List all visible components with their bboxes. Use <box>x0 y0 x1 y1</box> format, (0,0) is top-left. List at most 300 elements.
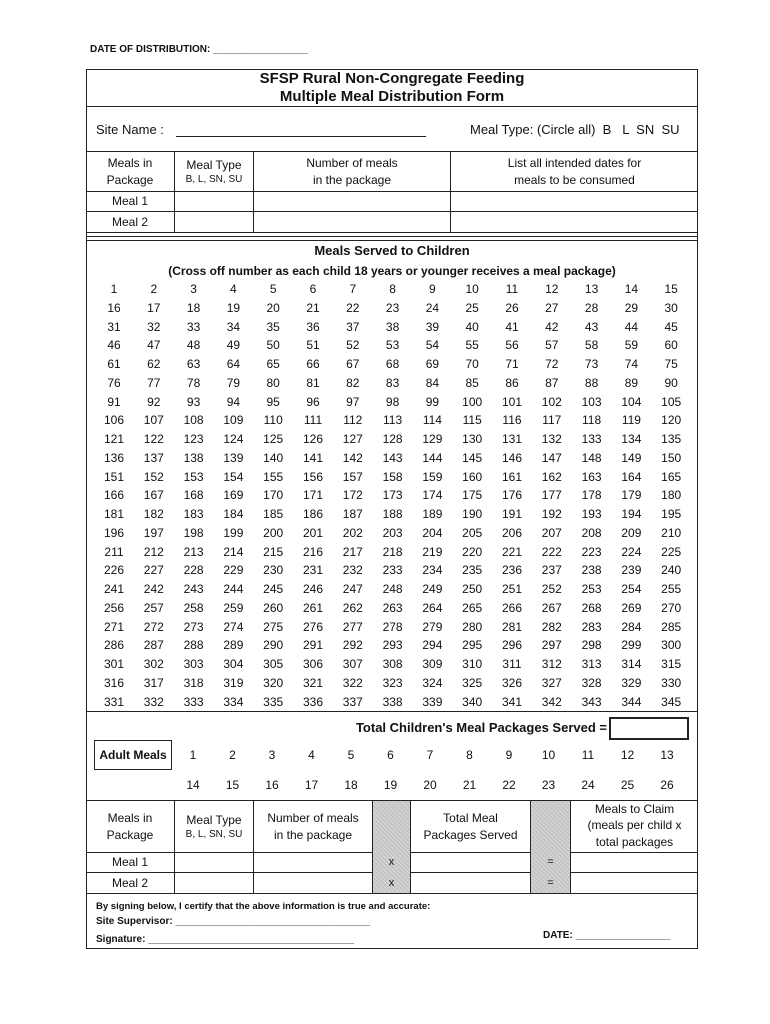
table2-meal2-total-input[interactable] <box>411 873 530 893</box>
child-number[interactable]: 15 <box>664 282 678 296</box>
child-number[interactable]: 343 <box>581 694 602 709</box>
adult-meal-number[interactable]: 5 <box>347 748 355 762</box>
child-number[interactable]: 192 <box>541 507 562 521</box>
child-number[interactable]: 147 <box>541 450 562 465</box>
child-number[interactable]: 206 <box>501 525 523 540</box>
adult-meal-number[interactable]: 18 <box>344 778 358 792</box>
child-number[interactable]: 94 <box>226 394 241 409</box>
child-number[interactable]: 177 <box>541 488 562 503</box>
child-number[interactable]: 149 <box>621 450 642 465</box>
child-number[interactable]: 270 <box>661 600 682 615</box>
child-number[interactable]: 178 <box>581 488 602 503</box>
child-number[interactable]: 326 <box>501 675 523 690</box>
child-number[interactable]: 316 <box>103 675 125 690</box>
child-number[interactable]: 344 <box>621 694 642 709</box>
child-number[interactable]: 215 <box>263 544 284 559</box>
child-number[interactable]: 225 <box>661 544 682 559</box>
child-number[interactable]: 13 <box>584 282 599 296</box>
child-number[interactable]: 141 <box>302 450 324 465</box>
child-number[interactable]: 298 <box>581 638 602 653</box>
adult-meal-number[interactable]: 24 <box>581 778 595 792</box>
child-number[interactable]: 181 <box>103 507 125 521</box>
child-number[interactable]: 104 <box>621 394 642 409</box>
child-number[interactable]: 47 <box>147 338 161 353</box>
child-number[interactable]: 299 <box>621 638 642 653</box>
table2-meal2-count-input[interactable] <box>254 873 372 893</box>
child-number[interactable]: 220 <box>462 544 483 559</box>
child-number[interactable]: 260 <box>263 600 284 615</box>
child-number[interactable]: 300 <box>661 638 682 653</box>
child-number[interactable]: 129 <box>422 432 443 446</box>
adult-meal-number[interactable]: 14 <box>186 778 200 792</box>
child-number[interactable]: 312 <box>541 657 562 671</box>
table2-meal1-total-input[interactable] <box>411 853 530 872</box>
child-number[interactable]: 154 <box>223 469 244 484</box>
child-number[interactable]: 303 <box>183 657 204 671</box>
adult-meal-number[interactable]: 19 <box>383 778 398 792</box>
child-number[interactable]: 332 <box>143 694 164 709</box>
child-number[interactable]: 171 <box>302 488 324 503</box>
adult-meal-number[interactable]: 4 <box>308 748 315 762</box>
child-number[interactable]: 307 <box>342 657 363 671</box>
child-number[interactable]: 3 <box>190 282 197 296</box>
table2-meal2-type-input[interactable] <box>175 873 253 893</box>
child-number[interactable]: 21 <box>306 300 320 315</box>
child-number[interactable]: 65 <box>266 357 280 371</box>
adult-meal-number[interactable]: 20 <box>423 778 437 792</box>
child-number[interactable]: 328 <box>581 675 602 690</box>
child-number[interactable]: 146 <box>501 450 523 465</box>
child-number[interactable]: 35 <box>266 319 280 334</box>
child-number[interactable]: 87 <box>545 375 559 390</box>
child-number[interactable]: 77 <box>147 375 161 390</box>
child-number[interactable]: 70 <box>465 357 479 371</box>
child-number[interactable]: 170 <box>263 488 284 503</box>
child-number[interactable]: 55 <box>465 338 479 353</box>
child-number[interactable]: 265 <box>462 600 483 615</box>
child-number[interactable]: 254 <box>621 582 642 596</box>
child-number[interactable]: 131 <box>501 432 523 446</box>
adult-meal-number[interactable]: 21 <box>462 778 477 792</box>
table1-meal2-type-input[interactable] <box>175 212 253 232</box>
child-number[interactable]: 7 <box>349 282 357 296</box>
child-number[interactable]: 27 <box>545 300 559 315</box>
child-number[interactable]: 38 <box>385 319 400 334</box>
child-number[interactable]: 189 <box>422 507 443 521</box>
adult-meal-number[interactable]: 7 <box>426 748 434 762</box>
child-number[interactable]: 169 <box>223 488 244 503</box>
child-number[interactable]: 23 <box>385 300 400 315</box>
child-number[interactable]: 293 <box>382 638 403 653</box>
child-number[interactable]: 273 <box>183 619 204 634</box>
child-number[interactable]: 277 <box>342 619 363 634</box>
adult-meal-number[interactable]: 6 <box>387 748 394 762</box>
child-number[interactable]: 123 <box>183 432 204 446</box>
child-number[interactable]: 327 <box>541 675 562 690</box>
child-number[interactable]: 231 <box>302 563 324 578</box>
child-number[interactable]: 191 <box>501 507 523 521</box>
child-number[interactable]: 114 <box>422 413 442 428</box>
table1-meal1-dates-input[interactable] <box>451 192 698 211</box>
child-number[interactable]: 175 <box>462 488 483 503</box>
child-number[interactable]: 49 <box>226 338 241 353</box>
child-number[interactable]: 152 <box>143 469 164 484</box>
child-number[interactable]: 52 <box>346 338 360 353</box>
child-number[interactable]: 151 <box>103 469 125 484</box>
child-number[interactable]: 193 <box>581 507 602 521</box>
child-number[interactable]: 228 <box>183 563 204 578</box>
child-number[interactable]: 6 <box>309 282 317 296</box>
child-number[interactable]: 50 <box>266 338 280 353</box>
child-number[interactable]: 212 <box>143 544 164 559</box>
child-number[interactable]: 127 <box>342 432 363 446</box>
child-number[interactable]: 105 <box>661 394 682 409</box>
child-number[interactable]: 284 <box>621 619 642 634</box>
child-number[interactable]: 263 <box>382 600 403 615</box>
adult-meal-number[interactable]: 11 <box>581 748 595 762</box>
child-number[interactable]: 46 <box>107 338 121 353</box>
child-number[interactable]: 136 <box>103 450 125 465</box>
child-number[interactable]: 282 <box>541 619 562 634</box>
child-number[interactable]: 117 <box>542 413 562 428</box>
adult-meal-number[interactable]: 25 <box>620 778 635 792</box>
child-number[interactable]: 166 <box>103 488 125 503</box>
adult-meal-number[interactable]: 22 <box>502 778 516 792</box>
child-number[interactable]: 278 <box>382 619 403 634</box>
child-number[interactable]: 279 <box>422 619 443 634</box>
child-number[interactable]: 339 <box>422 694 443 709</box>
child-number[interactable]: 165 <box>661 469 682 484</box>
child-number[interactable]: 247 <box>342 582 363 596</box>
child-number[interactable]: 58 <box>584 338 599 353</box>
site-name-field[interactable] <box>176 136 426 137</box>
child-number[interactable]: 227 <box>143 563 164 578</box>
child-number[interactable]: 75 <box>664 357 678 371</box>
child-number[interactable]: 306 <box>302 657 324 671</box>
child-number[interactable]: 264 <box>422 600 443 615</box>
child-number[interactable]: 262 <box>342 600 363 615</box>
meal-type-circle-options[interactable]: Meal Type: (Circle all) B L SN SU <box>470 122 680 137</box>
child-number[interactable]: 209 <box>621 525 642 540</box>
child-number[interactable]: 269 <box>621 600 642 615</box>
child-number[interactable]: 67 <box>346 357 360 371</box>
child-number[interactable]: 24 <box>425 300 440 315</box>
child-number[interactable]: 26 <box>505 300 519 315</box>
child-number[interactable]: 242 <box>143 582 164 596</box>
child-number[interactable]: 16 <box>107 300 121 315</box>
child-number[interactable]: 45 <box>664 319 678 334</box>
child-number[interactable]: 110 <box>263 413 283 428</box>
child-number[interactable]: 294 <box>422 638 443 653</box>
child-number[interactable]: 176 <box>501 488 523 503</box>
child-number[interactable]: 29 <box>624 300 639 315</box>
child-number[interactable]: 53 <box>385 338 400 353</box>
child-number[interactable]: 232 <box>342 563 363 578</box>
child-number[interactable]: 107 <box>143 413 164 428</box>
child-number[interactable]: 211 <box>104 544 124 559</box>
child-number[interactable]: 280 <box>462 619 483 634</box>
child-number[interactable]: 172 <box>342 488 363 503</box>
child-number[interactable]: 331 <box>103 694 125 709</box>
child-number[interactable]: 157 <box>342 469 363 484</box>
child-number[interactable]: 253 <box>581 582 602 596</box>
child-number[interactable]: 153 <box>183 469 204 484</box>
child-number[interactable]: 250 <box>462 582 483 596</box>
child-number[interactable]: 345 <box>661 694 682 709</box>
child-number[interactable]: 313 <box>581 657 602 671</box>
child-number[interactable]: 266 <box>501 600 523 615</box>
child-number[interactable]: 160 <box>462 469 483 484</box>
child-number[interactable]: 11 <box>505 282 519 296</box>
child-number[interactable]: 64 <box>226 357 241 371</box>
child-number[interactable]: 237 <box>541 563 562 578</box>
child-number[interactable]: 10 <box>465 282 479 296</box>
child-number[interactable]: 238 <box>581 563 602 578</box>
child-number[interactable]: 161 <box>501 469 523 484</box>
adult-meal-number[interactable]: 15 <box>225 778 240 792</box>
child-number[interactable]: 243 <box>183 582 204 596</box>
child-number[interactable]: 290 <box>263 638 284 653</box>
child-number[interactable]: 36 <box>306 319 320 334</box>
child-number[interactable]: 93 <box>186 394 201 409</box>
child-number[interactable]: 95 <box>266 394 280 409</box>
child-number[interactable]: 180 <box>661 488 682 503</box>
child-number[interactable]: 108 <box>183 413 204 428</box>
child-number[interactable]: 28 <box>584 300 599 315</box>
child-number[interactable]: 196 <box>103 525 125 540</box>
child-number[interactable]: 333 <box>183 694 204 709</box>
child-number[interactable]: 296 <box>501 638 523 653</box>
child-number[interactable]: 246 <box>302 582 324 596</box>
child-number[interactable]: 78 <box>186 375 201 390</box>
child-number[interactable]: 134 <box>621 432 642 446</box>
adult-meal-number[interactable]: 17 <box>304 778 319 792</box>
child-number[interactable]: 295 <box>462 638 483 653</box>
table2-meal1-claim-input[interactable] <box>571 853 698 872</box>
child-number[interactable]: 133 <box>581 432 602 446</box>
child-number[interactable]: 100 <box>462 394 483 409</box>
adult-meal-number[interactable]: 8 <box>466 748 473 762</box>
child-number[interactable]: 216 <box>302 544 324 559</box>
child-number[interactable]: 125 <box>263 432 284 446</box>
child-number[interactable]: 98 <box>385 394 400 409</box>
child-number[interactable]: 86 <box>505 375 519 390</box>
child-number[interactable]: 291 <box>302 638 324 653</box>
child-number[interactable]: 20 <box>266 300 280 315</box>
total-children-input[interactable] <box>609 717 689 740</box>
child-number[interactable]: 83 <box>385 375 400 390</box>
child-number[interactable]: 304 <box>223 657 244 671</box>
child-number[interactable]: 245 <box>263 582 284 596</box>
child-number[interactable]: 122 <box>143 432 164 446</box>
child-number[interactable]: 308 <box>382 657 403 671</box>
child-number[interactable]: 168 <box>183 488 204 503</box>
child-number[interactable]: 186 <box>302 507 324 521</box>
child-number[interactable]: 54 <box>425 338 440 353</box>
child-number[interactable]: 22 <box>346 300 360 315</box>
child-number[interactable]: 203 <box>382 525 403 540</box>
child-number[interactable]: 317 <box>143 675 164 690</box>
child-number[interactable]: 111 <box>303 413 323 428</box>
child-number[interactable]: 286 <box>103 638 125 653</box>
child-number[interactable]: 59 <box>624 338 639 353</box>
child-number[interactable]: 97 <box>346 394 360 409</box>
child-number[interactable]: 258 <box>183 600 204 615</box>
child-number[interactable]: 188 <box>382 507 403 521</box>
child-number[interactable]: 120 <box>661 413 682 428</box>
child-number[interactable]: 155 <box>263 469 284 484</box>
child-number[interactable]: 142 <box>342 450 363 465</box>
child-number[interactable]: 322 <box>342 675 363 690</box>
child-number[interactable]: 5 <box>269 282 277 296</box>
adult-meal-number[interactable]: 9 <box>505 748 513 762</box>
child-number[interactable]: 288 <box>183 638 204 653</box>
child-number[interactable]: 223 <box>581 544 602 559</box>
child-number[interactable]: 150 <box>661 450 682 465</box>
adult-meal-number[interactable]: 23 <box>541 778 556 792</box>
child-number[interactable]: 234 <box>422 563 443 578</box>
child-number[interactable]: 137 <box>143 450 164 465</box>
child-number[interactable]: 230 <box>263 563 284 578</box>
child-number[interactable]: 229 <box>223 563 244 578</box>
child-number[interactable]: 248 <box>382 582 403 596</box>
child-number[interactable]: 60 <box>664 338 678 353</box>
child-number[interactable]: 41 <box>505 319 519 334</box>
child-number[interactable]: 109 <box>223 413 244 428</box>
child-number[interactable]: 19 <box>226 300 241 315</box>
child-number[interactable]: 235 <box>462 563 483 578</box>
child-number[interactable]: 287 <box>143 638 164 653</box>
child-number[interactable]: 158 <box>382 469 403 484</box>
child-number[interactable]: 305 <box>263 657 284 671</box>
child-number[interactable]: 135 <box>661 432 682 446</box>
date-of-distribution[interactable]: DATE OF DISTRIBUTION: _________________ <box>90 44 308 55</box>
child-number[interactable]: 201 <box>302 525 324 540</box>
child-number[interactable]: 8 <box>389 282 396 296</box>
child-number[interactable]: 187 <box>342 507 363 521</box>
child-number[interactable]: 289 <box>223 638 244 653</box>
child-number[interactable]: 25 <box>465 300 479 315</box>
child-number[interactable]: 138 <box>183 450 204 465</box>
child-number[interactable]: 222 <box>541 544 562 559</box>
child-number[interactable]: 88 <box>584 375 599 390</box>
site-supervisor-field[interactable]: Site Supervisor: ___________________________________ <box>96 916 371 927</box>
child-number[interactable]: 184 <box>223 507 244 521</box>
child-number[interactable]: 309 <box>422 657 443 671</box>
table1-meal1-count-input[interactable] <box>254 192 450 211</box>
date-field[interactable]: DATE: _________________ <box>543 930 671 941</box>
child-number[interactable]: 121 <box>103 432 125 446</box>
child-number[interactable]: 37 <box>346 319 360 334</box>
child-number[interactable]: 198 <box>183 525 204 540</box>
child-number[interactable]: 315 <box>661 657 682 671</box>
child-number[interactable]: 40 <box>465 319 479 334</box>
child-number[interactable]: 42 <box>545 319 559 334</box>
child-number[interactable]: 159 <box>422 469 443 484</box>
child-number[interactable]: 334 <box>223 694 244 709</box>
child-number[interactable]: 91 <box>107 394 121 409</box>
child-number[interactable]: 73 <box>584 357 599 371</box>
child-number[interactable]: 185 <box>263 507 284 521</box>
child-number[interactable]: 18 <box>186 300 201 315</box>
child-number[interactable]: 240 <box>661 563 682 578</box>
child-number[interactable]: 324 <box>422 675 443 690</box>
table1-meal2-count-input[interactable] <box>254 212 450 232</box>
child-number[interactable]: 219 <box>422 544 443 559</box>
child-number[interactable]: 330 <box>661 675 682 690</box>
child-number[interactable]: 217 <box>342 544 363 559</box>
child-number[interactable]: 233 <box>382 563 403 578</box>
child-number[interactable]: 143 <box>382 450 403 465</box>
child-number[interactable]: 126 <box>302 432 324 446</box>
child-number[interactable]: 68 <box>385 357 400 371</box>
child-number[interactable]: 174 <box>422 488 443 503</box>
child-number[interactable]: 92 <box>147 394 161 409</box>
child-number[interactable]: 145 <box>462 450 483 465</box>
child-number[interactable]: 337 <box>342 694 363 709</box>
child-number[interactable]: 17 <box>147 300 161 315</box>
child-number[interactable]: 12 <box>545 282 559 296</box>
child-number[interactable]: 34 <box>226 319 241 334</box>
child-number[interactable]: 162 <box>541 469 562 484</box>
child-number[interactable]: 69 <box>425 357 440 371</box>
child-number[interactable]: 179 <box>621 488 642 503</box>
adult-meal-number[interactable]: 12 <box>620 748 635 762</box>
child-number[interactable]: 163 <box>581 469 602 484</box>
child-number[interactable]: 190 <box>462 507 483 521</box>
child-number[interactable]: 197 <box>143 525 164 540</box>
child-number[interactable]: 119 <box>621 413 641 428</box>
child-number[interactable]: 31 <box>107 319 121 334</box>
child-number[interactable]: 74 <box>624 357 639 371</box>
table1-meal2-dates-input[interactable] <box>451 212 698 232</box>
table2-meal2-claim-input[interactable] <box>571 873 698 893</box>
child-number[interactable]: 101 <box>501 394 523 409</box>
child-number[interactable]: 81 <box>306 375 320 390</box>
child-number[interactable]: 340 <box>462 694 483 709</box>
child-number[interactable]: 90 <box>664 375 678 390</box>
child-number[interactable]: 205 <box>462 525 483 540</box>
child-number[interactable]: 57 <box>545 338 559 353</box>
child-number[interactable]: 338 <box>382 694 403 709</box>
child-number[interactable]: 164 <box>621 469 642 484</box>
child-number[interactable]: 128 <box>382 432 403 446</box>
child-number[interactable]: 102 <box>541 394 562 409</box>
child-number[interactable]: 173 <box>382 488 403 503</box>
child-number[interactable]: 199 <box>223 525 244 540</box>
child-number[interactable]: 103 <box>581 394 602 409</box>
child-number[interactable]: 51 <box>306 338 320 353</box>
child-number[interactable]: 224 <box>621 544 642 559</box>
child-number[interactable]: 261 <box>302 600 324 615</box>
adult-meal-number[interactable]: 16 <box>265 778 279 792</box>
child-number[interactable]: 182 <box>143 507 164 521</box>
child-number[interactable]: 30 <box>664 300 678 315</box>
child-number[interactable]: 56 <box>505 338 519 353</box>
child-number[interactable]: 44 <box>624 319 639 334</box>
child-number[interactable]: 208 <box>581 525 602 540</box>
adult-meal-number[interactable]: 3 <box>268 748 276 762</box>
child-number[interactable]: 79 <box>226 375 241 390</box>
child-number[interactable]: 281 <box>501 619 523 634</box>
child-number[interactable]: 257 <box>143 600 164 615</box>
child-number[interactable]: 323 <box>382 675 403 690</box>
child-number[interactable]: 72 <box>545 357 559 371</box>
child-number[interactable]: 71 <box>505 357 519 371</box>
child-number[interactable]: 195 <box>661 507 682 521</box>
child-number[interactable]: 318 <box>183 675 204 690</box>
child-number[interactable]: 140 <box>263 450 284 465</box>
